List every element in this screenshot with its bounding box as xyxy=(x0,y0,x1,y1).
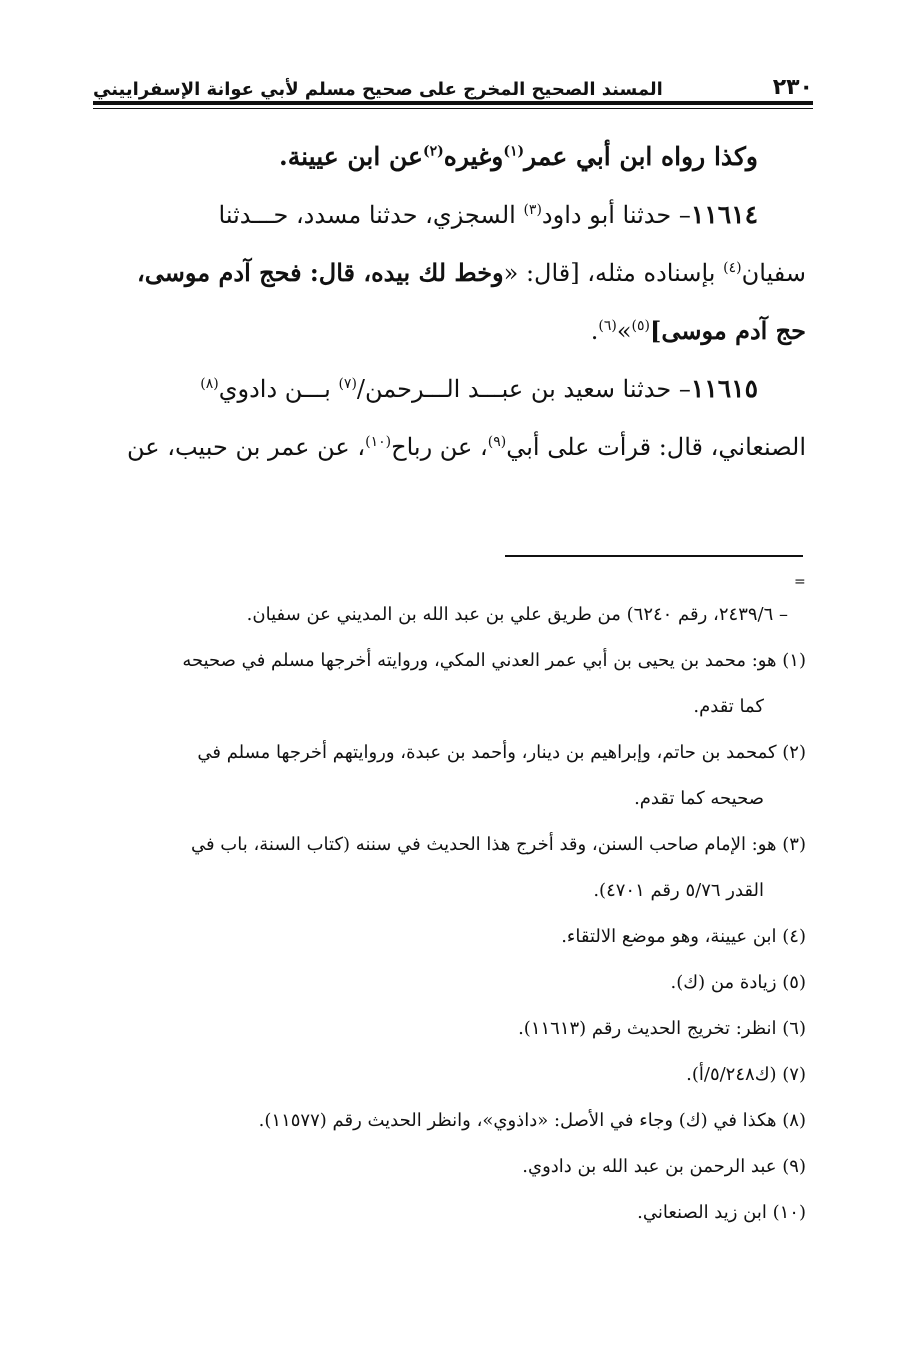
text-run: بإسناده مثله، [قال: « xyxy=(503,259,724,287)
matn-bold: حج آدم موسى] xyxy=(650,316,806,345)
footnote-2: (٢) كمحمد بن حاتم، وإبراهيم بن دينار، وأحمد بن عبدة، وروايتهم أخرجها مسلم في xyxy=(197,742,806,763)
footnote-ref-9: (٩) xyxy=(487,434,507,450)
footnote-ref-8: (٨) xyxy=(200,376,219,392)
footnote-7: (٧) (ك٥/٢٤٨/أ). xyxy=(686,1064,806,1085)
footnote-ref-2: (٢) xyxy=(422,143,444,160)
footnote-ref-7: (٧) xyxy=(338,376,357,392)
matn-bold: وخط لك بيده، قال: فحج آدم موسى، xyxy=(137,258,504,287)
footnote-ref-10: (١٠) xyxy=(365,434,392,450)
footnote-4: (٤) ابن عيينة، وهو موضع الالتقاء. xyxy=(561,926,806,947)
text-run: ، عن رباح xyxy=(391,433,488,461)
footnote-3-cont: القدر ٥/٧٦ رقم ٤٧٠١). xyxy=(593,880,764,901)
footnote-ref-1: (١) xyxy=(503,143,525,160)
text-run: وكذا رواه ابن أبي عمر xyxy=(524,142,758,171)
footnote-ref-4: (٤) xyxy=(723,260,742,276)
footnote-3: (٣) هو: الإمام صاحب السنن، وقد أخرج هذا الحديث في سننه (كتاب السنة، باب في xyxy=(190,834,806,855)
text-run: الصنعاني، قال: قرأت على أبي xyxy=(506,433,806,461)
hadith-11615-line-1 xyxy=(96,360,806,418)
footnote-ref-6: (٦) xyxy=(598,318,617,334)
text-run: – حدثنا أبو داود xyxy=(541,201,691,229)
hadith-11614-line-1 xyxy=(96,186,806,244)
text-run: » xyxy=(616,317,632,345)
footnote-1: (١) هو: محمد بن يحيى بن أبي عمر العدني المكي، وروايته أخرجها مسلم في صحيحه xyxy=(182,650,806,671)
text-run: ، عن عمر بن حبيب، عن xyxy=(127,433,366,461)
footnote-8: (٨) هكذا في (ك) وجاء في الأصل: «داذوي»، وانظر الحديث رقم (١١٥٧٧). xyxy=(258,1110,806,1131)
text-run: وغيره xyxy=(443,142,504,171)
hadith-number: ١١٦١٤ xyxy=(690,200,758,229)
footnote-1-cont: كما تقدم. xyxy=(693,696,764,717)
footnote-9: (٩) عبد الرحمن بن عبد الله بن دادوي. xyxy=(522,1156,806,1177)
hadith-11615-line-2 xyxy=(96,418,806,476)
footnote-2-cont: صحيحه كما تقدم. xyxy=(634,788,764,809)
text-line-1 xyxy=(96,128,806,186)
hadith-11614-line-2 xyxy=(96,244,806,302)
footnote-10: (١٠) ابن زيد الصنعاني. xyxy=(637,1202,806,1223)
running-title: المسند الصحيح المخرج على صحيح مسلم لأبي عوانة الإسفراييني xyxy=(93,79,663,100)
footnote-separator xyxy=(505,555,803,557)
main-text xyxy=(96,128,806,476)
text-run: السجزي، حدثنا مسدد، حـــدثنا xyxy=(218,201,524,229)
footnote-continuation: – ٢٤٣٩/٦، رقم ٦٢٤٠) من طريق علي بن عبد الله بن المديني عن سفيان. xyxy=(246,604,788,625)
text-run: – حدثنا سعيد بن عبـــد الـــرحمن/ xyxy=(356,375,691,403)
footnote-ref-5: (٥) xyxy=(631,318,651,334)
header-rule-thick xyxy=(93,101,813,105)
text-run: عن ابن عيينة. xyxy=(279,142,423,171)
continuation-mark: = xyxy=(794,574,806,590)
text-run: بـــن دادوي xyxy=(218,375,339,403)
page-number: ٢٣٠ xyxy=(772,75,813,100)
footnote-5: (٥) زيادة من (ك). xyxy=(670,972,806,993)
hadith-number: ١١٦١٥ xyxy=(690,374,758,403)
page-header xyxy=(93,66,813,100)
text-run: . xyxy=(590,317,599,345)
header-rule-thin xyxy=(93,108,813,109)
hadith-11614-line-3 xyxy=(96,302,806,360)
footnote-6: (٦) انظر: تخريج الحديث رقم (١١٦١٣). xyxy=(518,1018,806,1039)
footnotes xyxy=(96,592,806,1236)
text-run: سفيان xyxy=(741,259,806,287)
footnote-ref-3: (٣) xyxy=(523,202,542,218)
